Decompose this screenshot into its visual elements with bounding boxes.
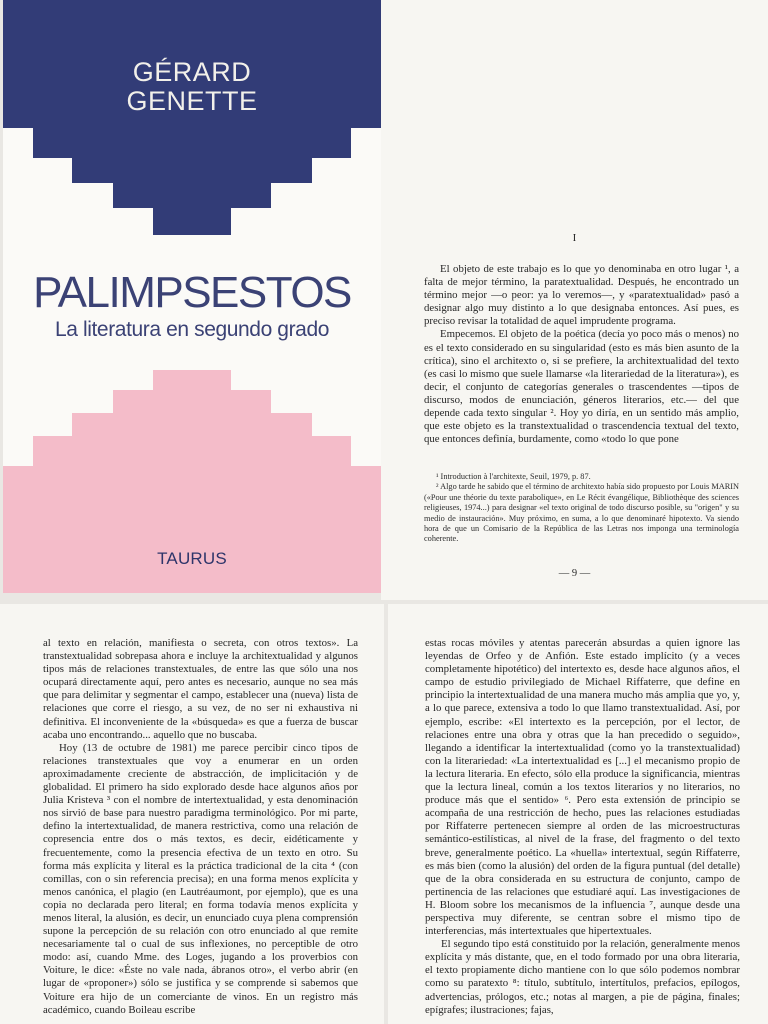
page-9-footnotes [424,472,739,545]
cover-navy-step-1 [33,128,351,158]
cover-author-last-name: GENETTE [126,86,258,116]
paragraph: al texto en relación, manifiesta o secreta, con otros textos». La transtextualidad sobrepasa ahora e incluye la architextualidad y algunos tipos más de relaciones transtextuales, de entre las que sólo una nos ocupará directamente aquí, pero antes es necesario, aunque no sea más que para delimitar y segmentar el campo, establecer una (nueva) lista de relaciones que corre el riesgo, a su vez, de no ser ni exhaustiva ni definitiva. El inconveniente de la «búsqueda» es que a fuerza de buscar acaba uno encontrando... aquello que no buscaba. [43,637,358,741]
cover-publisher: TAURUS [157,549,227,568]
paragraph: El objeto de este trabajo es lo que yo denominaba en otro lugar ¹, a falta de mejor término, la paratextualidad. Después, he encontrado un término mejor —o peor: ya lo veremos—, y «paratextualidad» pasó a designar algo muy distinto a lo que designaba entonces. Así pues, es preciso revisar la totalidad de aquel imprudente programa. [424,263,739,328]
cover-navy-step-3 [113,183,271,208]
page-10-body [43,637,358,1017]
section-number: I [572,232,577,244]
footnote: ¹ Introduction à l'architexte, Seuil, 1979, p. 87. [436,472,591,481]
paragraph: estas rocas móviles y atentas parecerán absurdas a quien ignore las leyendas de Orfeo y de Anfión. Este estado implícito (y a veces completamente hipotético) del intertexto es, desde hace algunos años, el campo de estudio privilegiado de Michael Riffaterre, que define en principio la intertextualidad de una manera mucho más amplia que yo, y, a lo que parece, extensiva a todo lo que llamo transtextualidad. Así, por ejemplo, escribe: «El intertexto es la percepción, por el lector, de relaciones entre una obra y otras que la han precedido o seguido», llegando a identificar la intertextualidad (como yo la transtextualidad) con la literariedad: «La intertextualidad es [...] el mecanismo propio de la lectura literaria. En efecto, sólo ella produce la significancia, mientras que la lectura lineal, común a los textos literarios y no literarios, no produce más que el sentido» ⁶. Pero esta extensión de principio se acompaña de una restricción de hecho, pues las relaciones estudiadas por Riffaterre pertenecen siempre al orden de las microestructuras semántico-estilísticas, al nivel de la frase, del fragmento o del texto breve, generalmente poético. La «huella» intertextual, según Riffaterre, es más bien (como la alusión) del orden de la figura puntual (del detalle) que de la obra considerada en su estructura de conjunto, campo de pertinencia de las relaciones que estudiaré aquí. Las investigaciones de H. Bloom sobre los mecanismos de la influencia ⁷, aunque desde una perspectiva muy diferente, se centran sobre el mismo tipo de interferencias, más intertextuales que hipertextuales. [425,637,740,938]
cover-navy-step-2 [72,158,312,183]
page-11 [388,604,768,1024]
cover-author-first-name: GÉRARD [132,57,252,87]
page-10 [0,604,384,1024]
cover-navy-step-4 [153,208,231,235]
paragraph: Empecemos. El objeto de la poética (decía yo poco más o menos) no es el texto considerado en su singularidad (esto es más bien asunto de la crítica), sino el architexto o, si se prefiere, la architextualidad del texto (es casi lo mismo que suele llamarse «la literariedad de la literatura»), es decir, el conjunto de categorías generales o trascendentes —tipos de discurso, modos de enunciación, géneros literarios, etc.— del que depende cada texto singular ². Hoy yo diría, en un sentido más amplio, que este objeto es la transtextualidad o trascendencia textual del texto, que entonces definía, burdamente, como «todo lo que pone [424,328,739,446]
footnote: ² Algo tarde he sabido que el término de architexto había sido propuesto por Louis MARIN («Pour une théorie du texte parabolique», en Le Récit évangélique, Bibliothèque des sciences religieuses, 1974...) para designar «el texto original de todo discurso posible, su "origen" y su medio de instauración». Muy próximo, en suma, a lo que denominaré hipotexto. Va siendo hora de que un Comisario de la República de las Letras nos imponga una terminología coherente. [424,482,739,544]
paragraph: Hoy (13 de octubre de 1981) me parece percibir cinco tipos de relaciones transtextuales que voy a enumerar en un orden aproximadamente creciente de abstracción, de implicitación y de globalidad. El primero ha sido explorado desde hace algunos años por Julia Kristeva ³ con el nombre de intertextualidad, y esta denominación nos sirvió de base para nuestro paradigma terminológico. Por mi parte, defino la intertextualidad, de manera restrictiva, como una relación de copresencia entre dos o más textos, es decir, eidéticamente y frecuentemente, como la presencia efectiva de un texto en otro. Su forma más explícita y literal es la práctica tradicional de la cita ⁴ (con comillas, con o sin referencia precisa); en una forma menos explícita y menos canónica, el plagio (en Lautréaumont, por ejemplo), que es una copia no declarada pero literal; en forma todavía menos explícita y menos literal, la alusión, es decir, un enunciado cuya plena comprensión supone la percepción de su relación con otro enunciado al que remite necesariamente tal o cual de sus inflexiones, no perceptible de otro modo: así, cuando Mme. des Loges, jugando a los proverbios con Voiture, le dice: «Éste no vale nada, ábranos otro», el verbo abrir (en lugar de «proponer») sólo se justifica y se comprende si sabemos que Voiture era hijo de un comerciante de vinos. En un registro más académico, cuando Boileau escribe [43,741,358,1016]
cover-pink-step-4 [33,436,351,466]
page-9 [381,0,768,600]
cover-pink-step-2 [113,390,271,413]
cover-pink-step-3 [72,413,312,436]
page-9-body [424,263,739,446]
cover-subtitle: La literatura en segundo grado [54,318,330,341]
cover-title: PALIMPSESTOS [33,268,351,317]
book-cover [3,0,381,593]
paragraph: El segundo tipo está constituido por la relación, generalmente menos explícita y más distante, que, en el todo formado por una obra literaria, el texto propiamente dicho mantiene con lo que sólo podemos nombrar como su paratexto ⁸: título, subtítulo, intertítulos, prefacios, epílogos, advertencias, prólogos, etc.; notas al margen, a pie de página, finales; epígrafes; ilustraciones; fajas, [425,938,740,1016]
page-11-body [425,637,740,1017]
page-number: — 9 — [558,568,591,579]
cover-pink-step-1 [153,370,231,390]
cover-pink-band [3,466,381,593]
